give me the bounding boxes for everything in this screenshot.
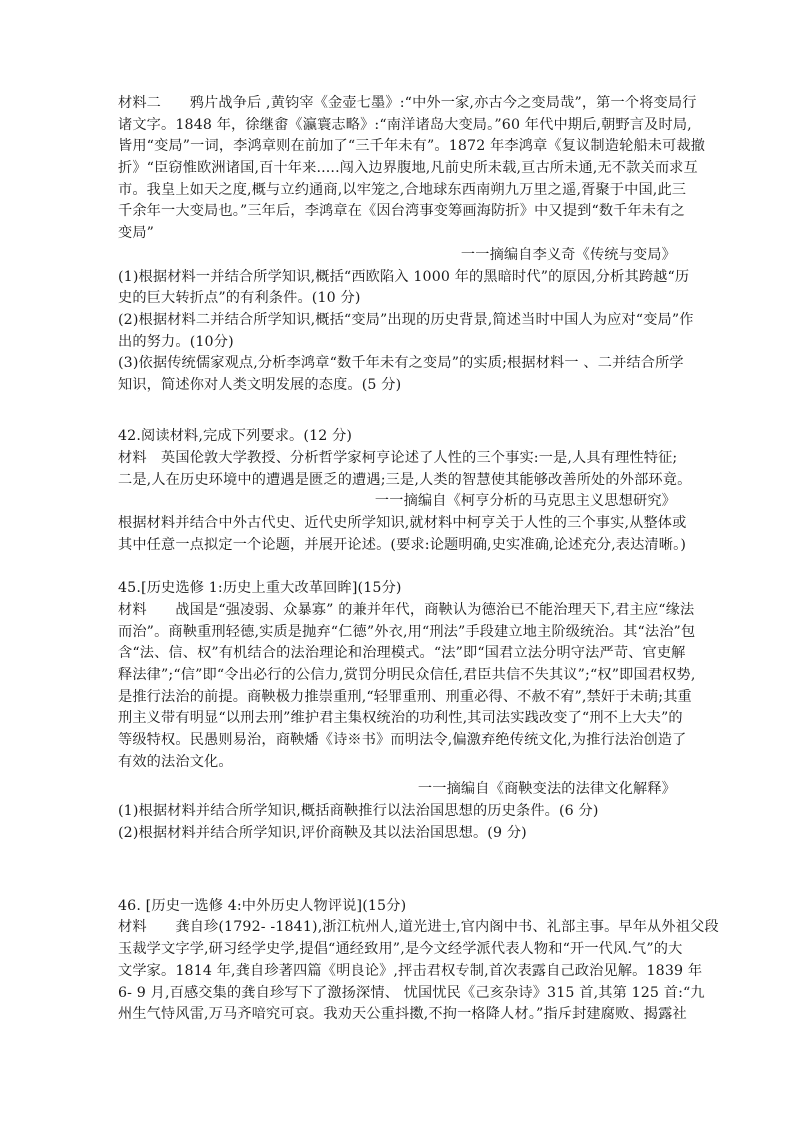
text-line: 材料二 鸦片战争后 ,黄钧宰《金壶七墨》:“中外一家,亦古今之变局哉”，第一个将变局行 xyxy=(118,95,697,111)
text-line: 有效的法治文化。 xyxy=(118,753,233,770)
question-line: (1)根据材料并结合所学知识,概括商鞅推行以法治国思想的历史条件。(6 分) xyxy=(118,803,599,819)
question-line: 其中任意一点拟定一个论题，并展开论述。(要求:论题明确,史实准确,论述充分,表达清晰。) xyxy=(118,536,687,553)
question-title: 46. [历史一选修 4:中外历史人物评说](15分) xyxy=(118,897,407,914)
text-line: 材料 英国伦敦大学教授、分析哲学家柯亨论述了人性的三个事实:一是,人具有理性特征; xyxy=(118,450,678,466)
question-46 xyxy=(118,896,719,1026)
text-line: 等级特权。民愚则易治，商鞅燔《诗※书》而明法令,偏激弃绝传统文化,为推行法治创造了 xyxy=(118,731,687,748)
exam-page xyxy=(118,93,719,1026)
text-line: 释法律”;“信”即“令出必行的公信力,赏罚分明民众信任,君臣共信不失其议”;“权”即国君权势, xyxy=(118,666,696,683)
text-line: 玉裁学文字学,研习经学史学,提倡“通经致用”,是今文经学派代表人物和“开一代风.气”的大 xyxy=(118,941,683,958)
text-line: 千余年一大变局也。”三年后，李鸿章在《因台湾事变筹画海防折》中又提到“数千年未有之 xyxy=(118,203,685,220)
question-line: (1)根据材料一并结合所学知识,概括“西欧陷入 1000 年的黑暗时代”的原因,分析其跨越“历 xyxy=(118,268,690,285)
question-line: 知识，简述你对人类文明发展的态度。(5 分) xyxy=(118,376,402,393)
text-line: 6- 9 月,百感交集的龚自珍写下了激扬深情、 忧国忧民《己亥杂诗》315 首,其第 125 首:“九 xyxy=(118,984,705,1001)
question-title: 45.[历史选修 1:历史上重大改革回眸](15分) xyxy=(118,580,402,597)
text-line: 折》“臣窃惟欧洲诸国,百十年来.....闯入边界腹地,凡前史所未载,亘古所未通,无不款关而求互 xyxy=(118,160,698,177)
text-line: 变局” xyxy=(118,225,155,242)
question-line: 史的巨大转折点”的有利条件。(10 分) xyxy=(118,290,361,307)
source-citation: 一一摘编自李义奇《传统与变局》 xyxy=(460,246,676,263)
text-line: 文学家。1814 年,龚自珍著四篇《明良论》,抨击君权专制,首次表露自己政治见解。1839 年 xyxy=(118,962,703,979)
text-line: 刑主义带有明显“以刑去刑”维护君主集权统治的功利性,其司法实践改变了“刑不上大夫”的 xyxy=(118,710,683,727)
question-line: 出的努力。(10分) xyxy=(118,333,234,350)
text-line: 材料 龚自珍(1792- -1841),浙江杭州人,道光进士,官内阁中书、礼部主事。早年从外祖父段 xyxy=(118,919,719,936)
text-line: 州生气恃风雷,万马齐喑究可哀。我劝天公重抖擞,不拘一格降人材。”指斥封建腐败、揭露社 xyxy=(118,1006,687,1023)
question-45 xyxy=(118,578,696,844)
text-line: 是推行法治的前提。商鞅极力推崇重刑,“轻罪重刑、刑重必得、不赦不宥”,禁奸于未萌;其重 xyxy=(118,688,692,705)
text-line: 材料 战国是“强凌弱、众暴寡” 的兼并年代，商鞅认为德治已不能治理天下,君主应“缘法 xyxy=(118,601,695,618)
question-line: 根据材料并结合中外古代史、近代史所学知识,就材料中柯亨关于人性的三个事实,从整体或 xyxy=(118,515,687,532)
text-line: 皆用“变局”一词，李鸿章则在前加了“三千年未有”。1872 年李鸿章《复议制造轮船未可裁撤 xyxy=(118,138,706,155)
source-citation: 一一摘编自《商鞅变法的法律文化解释》 xyxy=(417,781,676,798)
text-line: 而治”。商鞅重刑轻德,实质是抛弃“仁德”外衣,用“刑法”手段建立地主阶级统治。其“法治”包 xyxy=(118,623,696,640)
source-citation: 一一摘编自《柯亨分析的马克思主义思想研究》 xyxy=(374,493,676,510)
question-line: (2)根据材料二并结合所学知识,概括“变局”出现的历史背景,简述当时中国人为应对“变局”作 xyxy=(118,311,694,328)
question-title: 42.阅读材料,完成下列要求。(12 分) xyxy=(118,428,353,445)
question-42 xyxy=(118,426,692,556)
material-two xyxy=(118,93,706,397)
text-line: 市。我皇上如天之度,概与立约通商,以牢笼之,合地球东西南朔九万里之遥,胥聚于中国,此三 xyxy=(118,181,687,198)
text-line: 诸文字。1848 年，徐继畬《瀛寰志略》:“南洋诸岛大变局。”60 年代中期后,朝野言及时局, xyxy=(118,116,692,133)
text-line: 含“法、信、权”有机结合的法治理论和治理模式。“法”即“国君立法分明守法严苛、官吏解 xyxy=(118,645,686,662)
question-line: (3)依据传统儒家观点,分析李鸿章“数千年未有之变局”的实质;根据材料一 、二并结合所学 xyxy=(118,355,684,372)
question-line: (2)根据材料并结合所学知识,评价商鞅及其以法治国思想。(9 分) xyxy=(118,824,527,841)
text-line: 二是,人在历史环境中的遭遇是匮乏的遭遇;三是,人类的智慧使其能够改善所处的外部环竟。 xyxy=(118,471,692,488)
